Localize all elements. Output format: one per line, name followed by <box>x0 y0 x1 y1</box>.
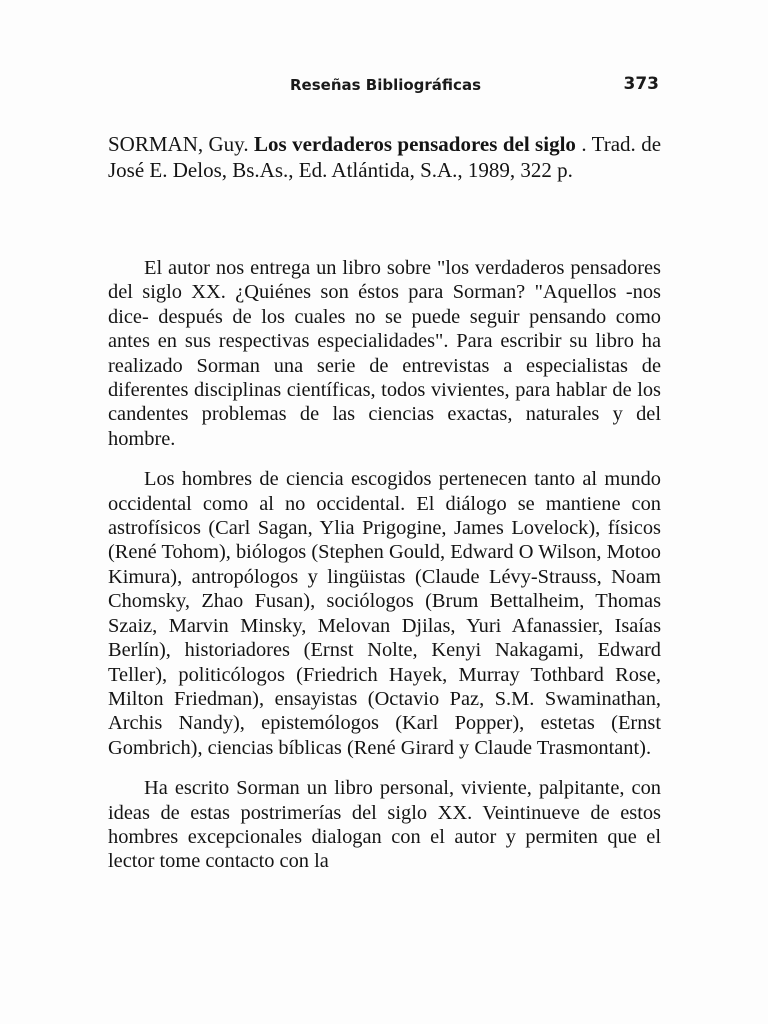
running-head-title: Reseñas Bibliográficas <box>290 76 481 94</box>
paragraph: El autor nos entrega un libro sobre "los verdaderos pensadores del siglo XX. ¿Quiénes son éstos para Sorman? "Aquellos -nos dice- después de los cuales no se puede seguir pensando como antes en sus respectivas especialidades". Para escribir su libro ha realizado Sorman una serie de entrevistas a especialistas de diferentes disciplinas científicas, todos vivientes, para hablar de los candentes problemas de las ciencias exactas, naturales y del hombre. <box>108 257 661 450</box>
running-head <box>108 74 661 98</box>
citation-details: Trad. de José E. Delos, Bs.As., Ed. Atlántida, S.A., 1989, 322 p. <box>108 132 662 182</box>
paragraph: Los hombres de ciencia escogidos pertenecen tanto al mundo occidental como al no occidental. El diálogo se mantiene con astrofísicos (Carl Sagan, Ylia Prigogine, James Lovelock), físicos (René Tohom), biólogos (Stephen Gould, Edward O Wilson, Motoo Kimura), antropólogos y lingüistas (Claude Lévy-Strauss, Noam Chomsky, Zhao Fusan), sociólogos (Brum Bettalheim, Thomas Szaiz, Marvin Minsky, Melovan Djilas, Yuri Afanassier, Isaías Berlín), historiadores (Ernst Nolte, Kenyi Nakagami, Edward Teller), politicólogos (Friedrich Hayek, Murray Tothbard Rose, Milton Friedman), ensayistas (Octavio Paz, S.M. Swaminathan, Archis Nandy), epistemólogos (Karl Popper), estetas (Ernst Gombrich), ciencias bíblicas (René Girard y Claude Trasmontant). <box>108 468 661 759</box>
citation-author: SORMAN, Guy. <box>108 132 249 156</box>
citation-title-end: . <box>575 132 587 156</box>
citation-book-title: Los verdaderos pensadores del siglo <box>254 132 576 156</box>
review-body <box>108 256 661 890</box>
page-number: 373 <box>623 74 659 94</box>
bibliographic-citation <box>108 131 661 183</box>
paragraph: Ha escrito Sorman un libro personal, viviente, palpitante, con ideas de estas postrimerías del siglo XX. Veintinueve de estos hombres excepcionales dialogan con el autor y permiten que el lector tome contacto con la <box>108 777 661 873</box>
